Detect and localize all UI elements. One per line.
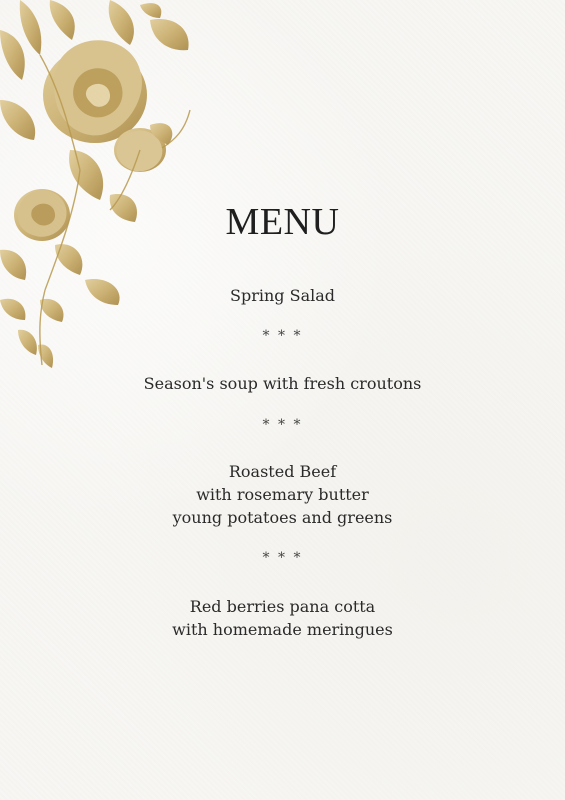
course-line: Season's soup with fresh croutons: [143, 374, 422, 393]
course-separator: * * *: [262, 550, 303, 566]
course-item: [0, 595, 565, 641]
course-line: Roasted Beef: [228, 462, 337, 481]
course-line: young potatoes and greens: [172, 508, 393, 527]
course-item: [0, 460, 565, 529]
course-item: [0, 372, 565, 395]
course-line: Spring Salad: [230, 286, 335, 305]
course-line: with homemade meringues: [172, 620, 393, 639]
course-separator: * * *: [262, 417, 303, 433]
course-line: with rosemary butter: [196, 485, 369, 504]
course-line: Red berries pana cotta: [189, 597, 376, 616]
gold-floral-icon: [0, 0, 200, 372]
menu-title: MENU: [225, 201, 340, 243]
course-item: [0, 284, 565, 307]
course-separator: * * *: [262, 328, 303, 344]
